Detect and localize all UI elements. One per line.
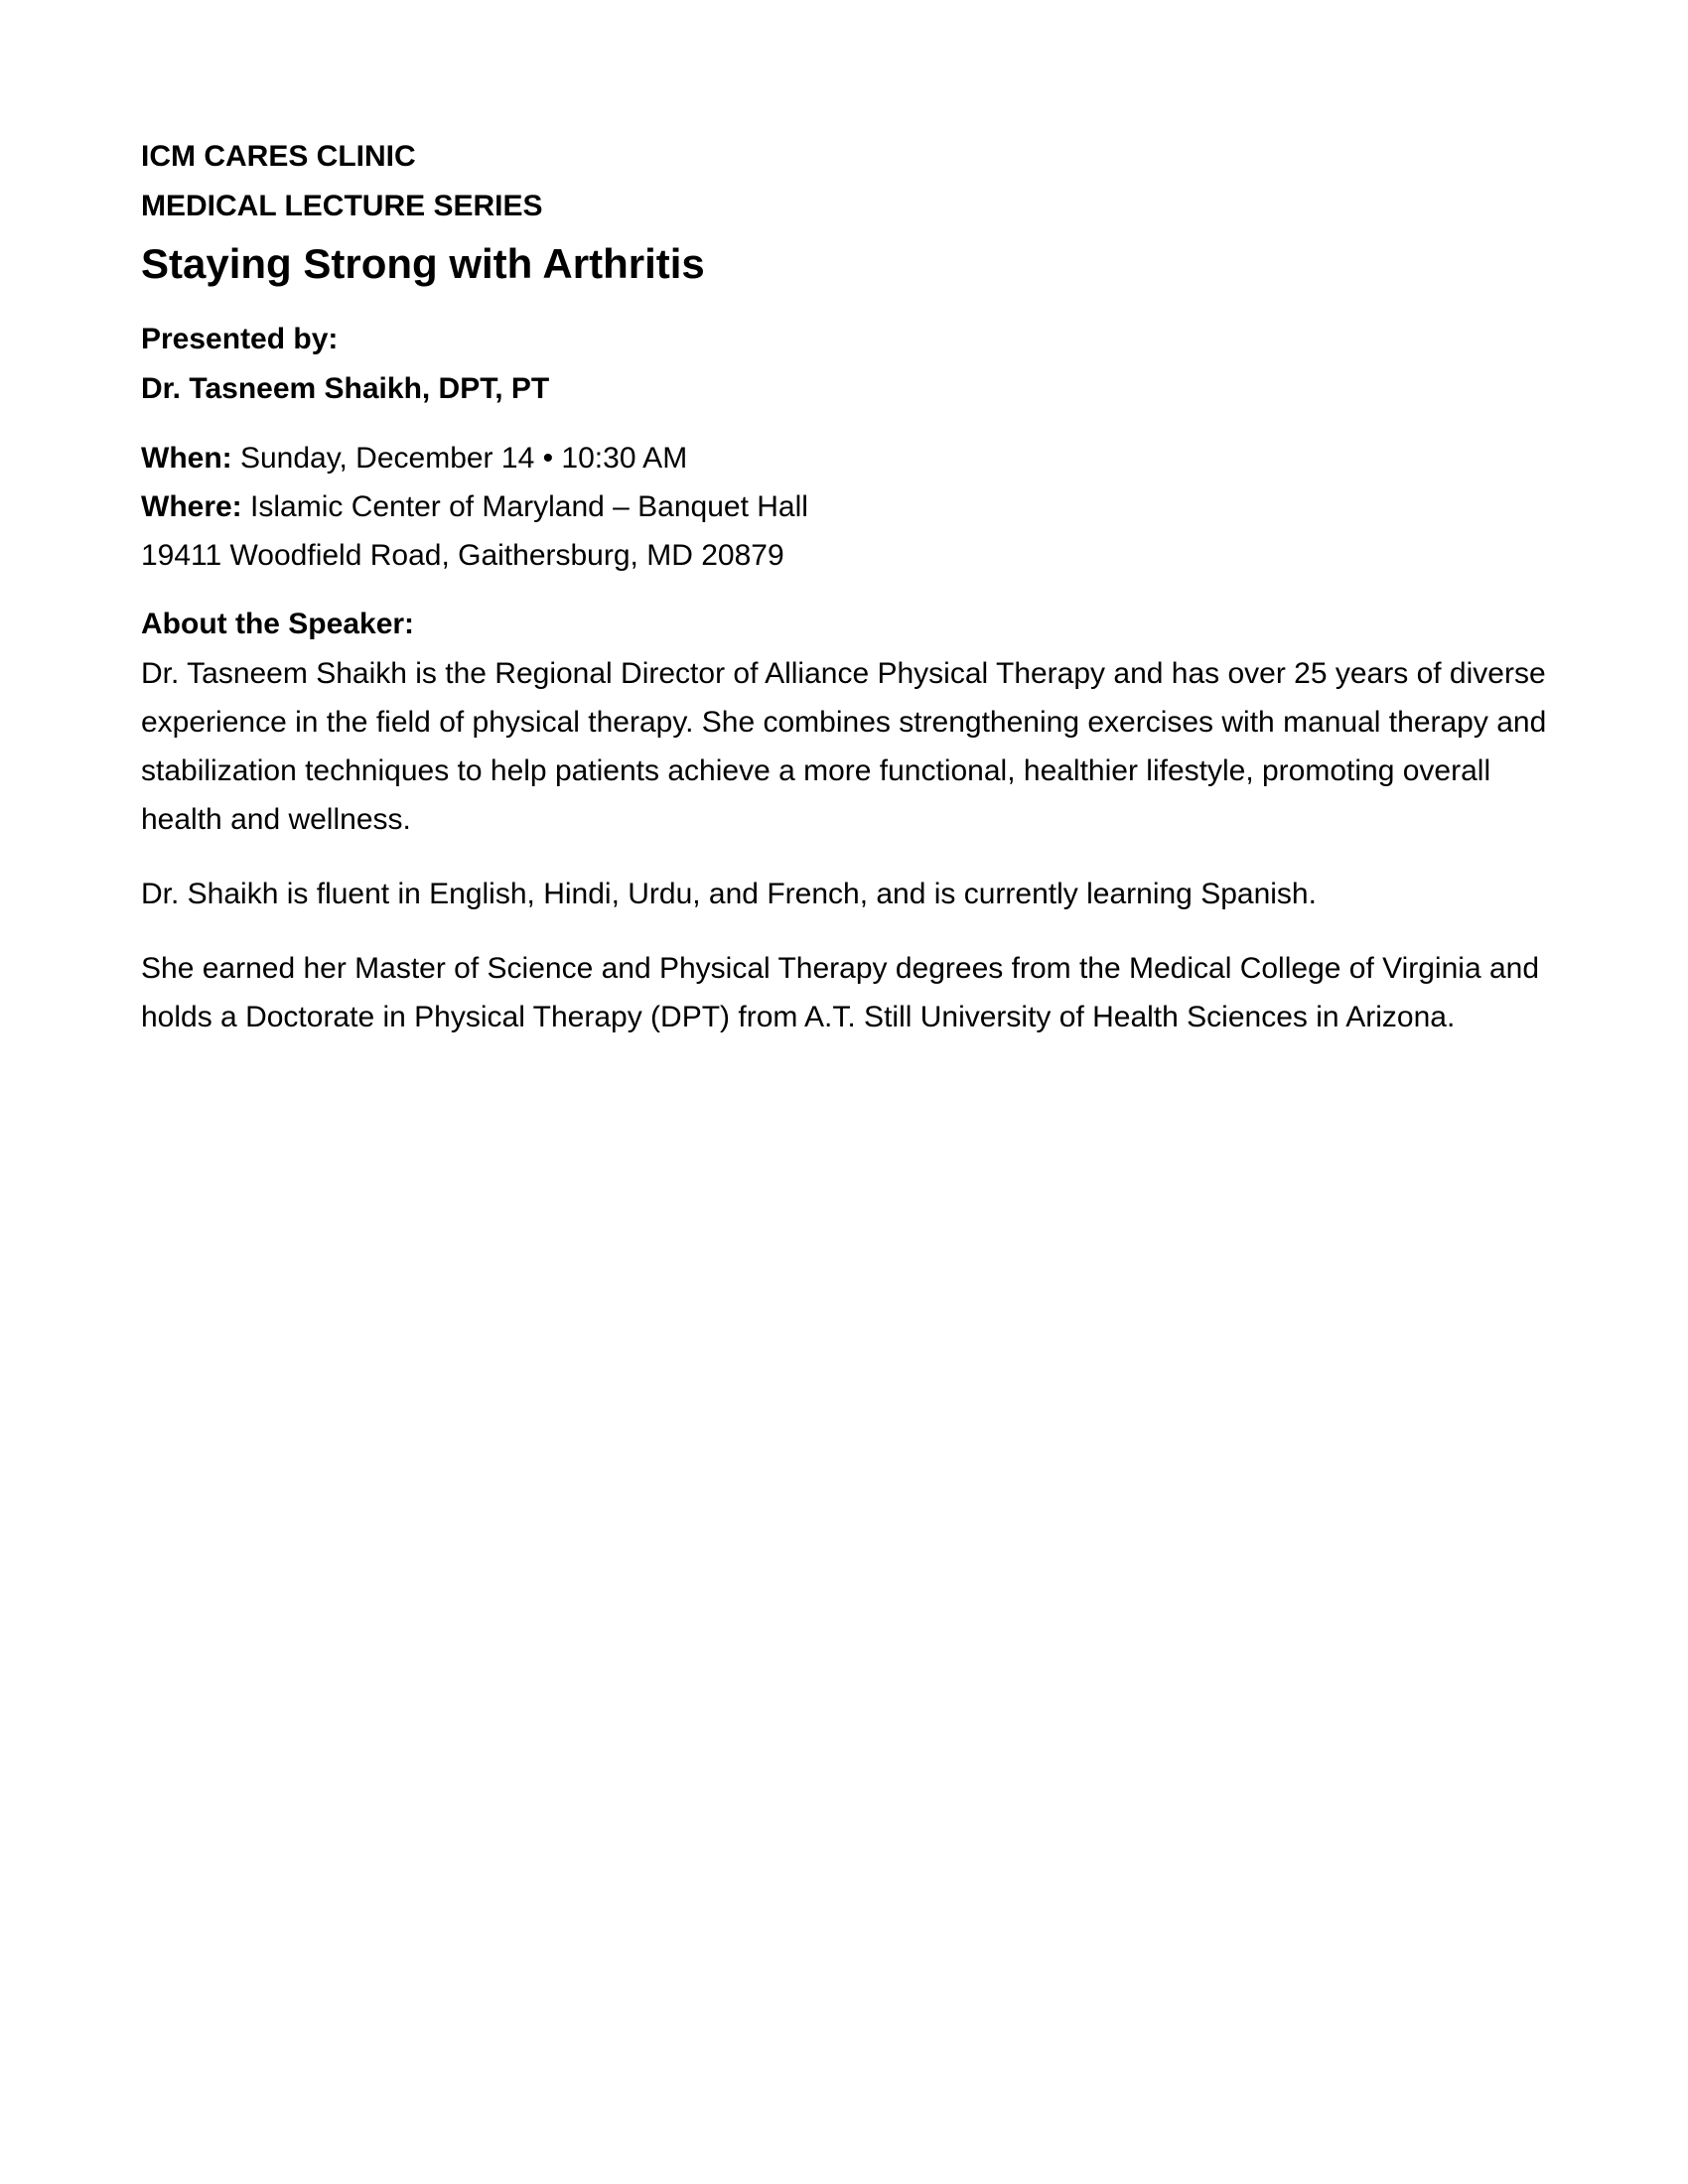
presenter-name: Dr. Tasneem Shaikh, DPT, PT xyxy=(141,372,550,405)
when-line xyxy=(141,434,1551,482)
series-name: MEDICAL LECTURE SERIES xyxy=(141,190,543,222)
where-line xyxy=(141,482,1551,531)
when-value: Sunday, December 14 • 10:30 AM xyxy=(231,442,688,475)
about-section xyxy=(141,600,1551,1041)
about-paragraph: Dr. Tasneem Shaikh is the Regional Director of Alliance Physical Therapy and has over 25 years of diverse experience in the field of physical therapy. She combines strengthening exercises with manual therapy and stabilization techniques to help patients achieve a more functional, healthier lifestyle, promoting overall health and wellness. xyxy=(141,657,1547,836)
presented-by-label: Presented by: xyxy=(141,323,339,355)
when-label: When: xyxy=(141,442,232,475)
where-label: Where: xyxy=(141,490,242,523)
header xyxy=(141,132,1551,297)
org-name: ICM CARES CLINIC xyxy=(141,140,416,173)
about-paragraph: She earned her Master of Science and Physical Therapy degrees from the Medical College of Virginia and holds a Doctorate in Physical Therapy (DPT) from A.T. Still University of Health Sciences in Arizona. xyxy=(141,952,1540,1033)
where-value: Islamic Center of Maryland – Banquet Hall xyxy=(241,490,808,523)
presenter-block xyxy=(141,315,1551,414)
about-paragraph: Dr. Shaikh is fluent in English, Hindi, Urdu, and French, and is currently learning Spanish. xyxy=(141,878,1317,910)
about-heading: About the Speaker: xyxy=(141,608,415,640)
lecture-title: Staying Strong with Arthritis xyxy=(141,240,705,287)
address-line: 19411 Woodfield Road, Gaithersburg, MD 20879 xyxy=(141,539,784,572)
flyer-page xyxy=(141,132,1551,1067)
event-details xyxy=(141,434,1551,580)
